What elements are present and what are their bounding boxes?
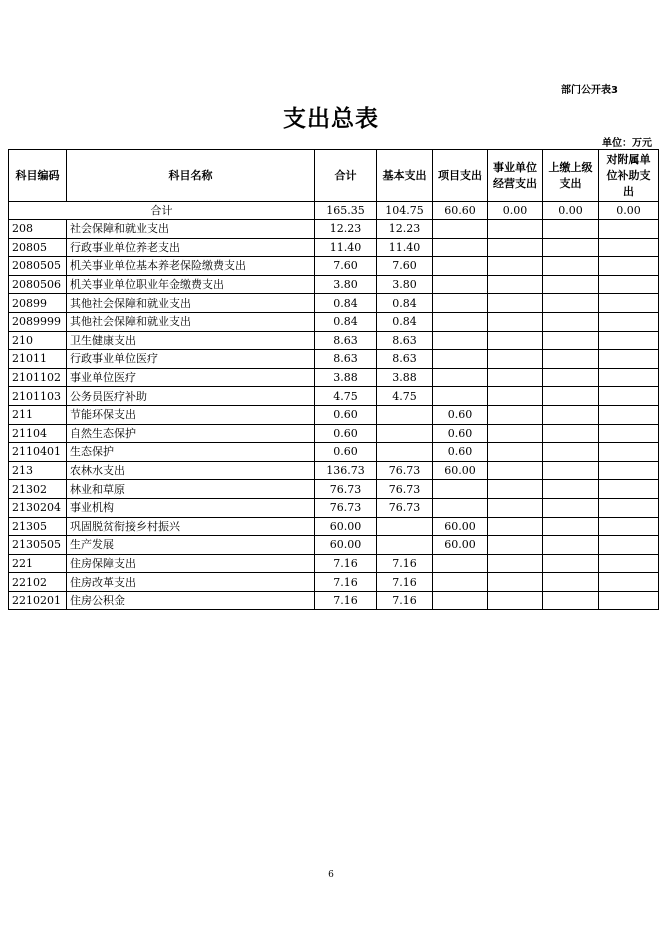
table-row — [9, 517, 659, 536]
amount-cell — [433, 275, 488, 294]
amount-cell — [599, 591, 659, 610]
amount-cell — [488, 424, 543, 443]
column-header: 项目支出 — [433, 150, 488, 202]
amount-cell — [599, 257, 659, 276]
amount-cell — [377, 405, 433, 424]
name-cell: 行政事业单位医疗 — [67, 350, 315, 369]
name-cell: 行政事业单位养老支出 — [67, 238, 315, 257]
column-header: 基本支出 — [377, 150, 433, 202]
name-cell: 其他社会保障和就业支出 — [67, 294, 315, 313]
amount-cell — [433, 498, 488, 517]
name-cell: 机关事业单位职业年金缴费支出 — [67, 275, 315, 294]
table-row — [9, 312, 659, 331]
amount-cell — [433, 350, 488, 369]
amount-cell — [599, 275, 659, 294]
amount-cell: 7.16 — [315, 554, 377, 573]
amount-cell: 0.60 — [433, 405, 488, 424]
amount-cell: 11.40 — [377, 238, 433, 257]
table-row — [9, 536, 659, 555]
amount-cell: 60.00 — [315, 536, 377, 555]
amount-cell — [599, 312, 659, 331]
name-cell: 住房改革支出 — [67, 573, 315, 592]
amount-cell — [433, 387, 488, 406]
amount-cell — [599, 536, 659, 555]
amount-cell: 3.88 — [315, 368, 377, 387]
amount-cell: 11.40 — [315, 238, 377, 257]
table-row — [9, 480, 659, 499]
code-cell: 2101103 — [9, 387, 67, 406]
amount-cell — [543, 368, 599, 387]
amount-cell — [543, 220, 599, 239]
amount-cell — [377, 517, 433, 536]
table-row — [9, 275, 659, 294]
name-cell: 其他社会保障和就业支出 — [67, 312, 315, 331]
column-header: 合计 — [315, 150, 377, 202]
amount-cell — [488, 275, 543, 294]
amount-cell: 76.73 — [377, 498, 433, 517]
amount-cell — [433, 312, 488, 331]
amount-cell: 0.60 — [315, 424, 377, 443]
name-cell: 事业单位医疗 — [67, 368, 315, 387]
amount-cell — [543, 238, 599, 257]
table-row — [9, 331, 659, 350]
table-row — [9, 554, 659, 573]
code-cell: 2110401 — [9, 443, 67, 462]
table-row — [9, 220, 659, 239]
amount-cell — [433, 554, 488, 573]
total-cell: 165.35 — [315, 202, 377, 220]
amount-cell: 0.60 — [433, 424, 488, 443]
amount-cell — [488, 257, 543, 276]
amount-cell: 8.63 — [377, 350, 433, 369]
amount-cell — [488, 368, 543, 387]
amount-cell: 7.16 — [377, 554, 433, 573]
amount-cell: 0.60 — [315, 405, 377, 424]
amount-cell: 4.75 — [377, 387, 433, 406]
amount-cell — [543, 461, 599, 480]
code-cell: 20899 — [9, 294, 67, 313]
amount-cell — [488, 331, 543, 350]
code-cell: 2210201 — [9, 591, 67, 610]
amount-cell — [543, 331, 599, 350]
amount-cell — [433, 294, 488, 313]
amount-cell — [488, 294, 543, 313]
total-row — [9, 202, 659, 220]
amount-cell — [488, 443, 543, 462]
unit-label: 单位：万元 — [602, 138, 652, 149]
name-cell: 公务员医疗补助 — [67, 387, 315, 406]
amount-cell: 0.84 — [377, 294, 433, 313]
amount-cell — [433, 331, 488, 350]
total-cell: 0.00 — [599, 202, 659, 220]
amount-cell: 0.84 — [315, 294, 377, 313]
amount-cell — [377, 536, 433, 555]
amount-cell: 76.73 — [315, 498, 377, 517]
name-cell: 社会保障和就业支出 — [67, 220, 315, 239]
amount-cell: 4.75 — [315, 387, 377, 406]
amount-cell: 7.60 — [377, 257, 433, 276]
total-cell: 60.60 — [433, 202, 488, 220]
amount-cell — [488, 238, 543, 257]
amount-cell: 3.80 — [315, 275, 377, 294]
amount-cell — [488, 405, 543, 424]
amount-cell: 7.16 — [377, 573, 433, 592]
amount-cell — [543, 257, 599, 276]
table-number-label: 部门公开表3 — [561, 85, 618, 96]
amount-cell — [488, 536, 543, 555]
amount-cell: 7.60 — [315, 257, 377, 276]
table-row — [9, 294, 659, 313]
total-cell: 104.75 — [377, 202, 433, 220]
amount-cell: 60.00 — [315, 517, 377, 536]
table-row — [9, 424, 659, 443]
amount-cell: 7.16 — [315, 591, 377, 610]
table-row — [9, 573, 659, 592]
amount-cell — [599, 554, 659, 573]
name-cell: 卫生健康支出 — [67, 331, 315, 350]
code-cell: 221 — [9, 554, 67, 573]
amount-cell — [543, 350, 599, 369]
table-row — [9, 443, 659, 462]
table-row — [9, 387, 659, 406]
amount-cell — [488, 573, 543, 592]
amount-cell — [433, 220, 488, 239]
amount-cell: 60.00 — [433, 461, 488, 480]
amount-cell — [433, 591, 488, 610]
name-cell: 事业机构 — [67, 498, 315, 517]
table-row — [9, 257, 659, 276]
code-cell: 2080506 — [9, 275, 67, 294]
name-cell: 巩固脱贫衔接乡村振兴 — [67, 517, 315, 536]
total-cell: 0.00 — [543, 202, 599, 220]
amount-cell — [488, 591, 543, 610]
expenditure-table — [8, 149, 659, 610]
code-cell: 211 — [9, 405, 67, 424]
code-cell: 2101102 — [9, 368, 67, 387]
amount-cell — [599, 517, 659, 536]
amount-cell — [543, 294, 599, 313]
amount-cell: 8.63 — [315, 331, 377, 350]
name-cell: 林业和草原 — [67, 480, 315, 499]
amount-cell: 8.63 — [377, 331, 433, 350]
amount-cell — [599, 220, 659, 239]
name-cell: 农林水支出 — [67, 461, 315, 480]
name-cell: 住房保障支出 — [67, 554, 315, 573]
name-cell: 节能环保支出 — [67, 405, 315, 424]
amount-cell: 3.80 — [377, 275, 433, 294]
amount-cell: 60.00 — [433, 536, 488, 555]
amount-cell — [377, 424, 433, 443]
name-cell: 住房公积金 — [67, 591, 315, 610]
name-cell: 生态保护 — [67, 443, 315, 462]
amount-cell — [599, 387, 659, 406]
amount-cell — [599, 331, 659, 350]
amount-cell: 7.16 — [315, 573, 377, 592]
amount-cell — [599, 498, 659, 517]
code-cell: 20805 — [9, 238, 67, 257]
amount-cell — [599, 238, 659, 257]
column-header: 对附属单位补助支出 — [599, 150, 659, 202]
amount-cell — [599, 424, 659, 443]
amount-cell — [543, 573, 599, 592]
amount-cell — [433, 480, 488, 499]
total-label: 合计 — [9, 202, 315, 220]
amount-cell — [543, 517, 599, 536]
amount-cell: 60.00 — [433, 517, 488, 536]
code-cell: 21302 — [9, 480, 67, 499]
table-row — [9, 405, 659, 424]
amount-cell — [543, 312, 599, 331]
table-row — [9, 350, 659, 369]
amount-cell — [488, 517, 543, 536]
table-row — [9, 461, 659, 480]
amount-cell — [543, 554, 599, 573]
amount-cell — [599, 368, 659, 387]
total-cell: 0.00 — [488, 202, 543, 220]
amount-cell — [543, 424, 599, 443]
amount-cell — [599, 443, 659, 462]
column-header: 科目编码 — [9, 150, 67, 202]
amount-cell — [543, 536, 599, 555]
amount-cell: 76.73 — [377, 480, 433, 499]
table-row — [9, 498, 659, 517]
amount-cell — [488, 387, 543, 406]
code-cell: 21104 — [9, 424, 67, 443]
amount-cell — [599, 294, 659, 313]
code-cell: 210 — [9, 331, 67, 350]
amount-cell — [543, 498, 599, 517]
amount-cell — [543, 387, 599, 406]
code-cell: 2080505 — [9, 257, 67, 276]
table-row — [9, 238, 659, 257]
amount-cell: 0.60 — [315, 443, 377, 462]
amount-cell — [433, 257, 488, 276]
amount-cell — [543, 591, 599, 610]
name-cell: 自然生态保护 — [67, 424, 315, 443]
amount-cell — [488, 498, 543, 517]
code-cell: 22102 — [9, 573, 67, 592]
amount-cell — [599, 573, 659, 592]
header-row — [9, 150, 659, 202]
amount-cell: 12.23 — [315, 220, 377, 239]
code-cell: 2130505 — [9, 536, 67, 555]
amount-cell: 76.73 — [377, 461, 433, 480]
column-header: 上缴上级支出 — [543, 150, 599, 202]
amount-cell — [433, 368, 488, 387]
amount-cell — [488, 350, 543, 369]
column-header: 事业单位经营支出 — [488, 150, 543, 202]
amount-cell: 0.84 — [377, 312, 433, 331]
code-cell: 21011 — [9, 350, 67, 369]
amount-cell — [488, 461, 543, 480]
table-row — [9, 368, 659, 387]
code-cell: 208 — [9, 220, 67, 239]
amount-cell — [433, 238, 488, 257]
amount-cell — [543, 443, 599, 462]
amount-cell — [543, 480, 599, 499]
code-cell: 213 — [9, 461, 67, 480]
amount-cell — [488, 480, 543, 499]
amount-cell: 3.88 — [377, 368, 433, 387]
amount-cell: 0.60 — [433, 443, 488, 462]
amount-cell — [599, 461, 659, 480]
amount-cell — [543, 405, 599, 424]
code-cell: 2089999 — [9, 312, 67, 331]
amount-cell — [488, 312, 543, 331]
name-cell: 机关事业单位基本养老保险缴费支出 — [67, 257, 315, 276]
page-number: 6 — [328, 870, 334, 880]
page-title: 支出总表 — [283, 106, 379, 132]
amount-cell — [543, 275, 599, 294]
amount-cell: 12.23 — [377, 220, 433, 239]
code-cell: 21305 — [9, 517, 67, 536]
amount-cell: 7.16 — [377, 591, 433, 610]
amount-cell — [377, 443, 433, 462]
amount-cell — [599, 480, 659, 499]
amount-cell — [599, 405, 659, 424]
amount-cell — [488, 220, 543, 239]
amount-cell: 0.84 — [315, 312, 377, 331]
amount-cell: 8.63 — [315, 350, 377, 369]
column-header: 科目名称 — [67, 150, 315, 202]
name-cell: 生产发展 — [67, 536, 315, 555]
table-row — [9, 591, 659, 610]
amount-cell: 136.73 — [315, 461, 377, 480]
amount-cell: 76.73 — [315, 480, 377, 499]
amount-cell — [488, 554, 543, 573]
amount-cell — [599, 350, 659, 369]
code-cell: 2130204 — [9, 498, 67, 517]
amount-cell — [433, 573, 488, 592]
